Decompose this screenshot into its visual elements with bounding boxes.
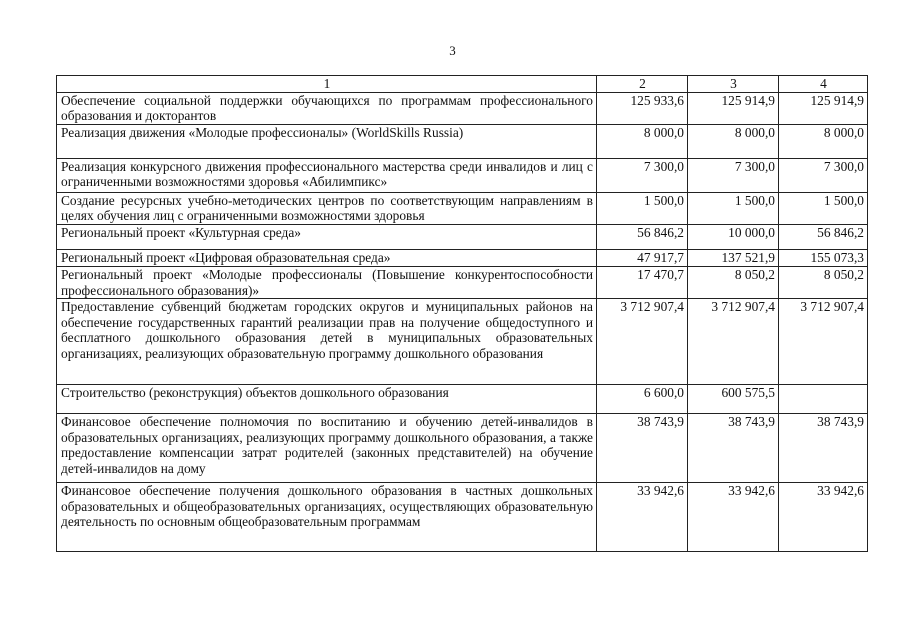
row-value-col4: 3 712 907,4 — [779, 299, 868, 385]
row-value-col3: 38 743,9 — [688, 414, 779, 483]
row-value-col3: 10 000,0 — [688, 224, 779, 249]
table-row — [57, 266, 868, 298]
table-row — [57, 385, 868, 414]
page-number: 3 — [449, 43, 456, 58]
row-value-col4: 125 914,9 — [779, 92, 868, 124]
row-name-cell: Финансовое обеспечение получения дошкольного образования в частных дошкольных образовательных и общеобразовательных организациях, осуществляющих образовательную деятельность по основным общеобразовательным программам — [57, 483, 597, 552]
budget-table — [56, 75, 868, 552]
row-name-cell: Реализация конкурсного движения профессионального мастерства среди инвалидов и лиц с ограниченными возможностями здоровья «Абилимпикс» — [57, 158, 597, 192]
row-name-cell: Обеспечение социальной поддержки обучающихся по программам профессионального образования и докторантов — [57, 92, 597, 124]
row-value-col2: 6 600,0 — [597, 385, 688, 414]
row-value-col3: 8 000,0 — [688, 124, 779, 158]
table-row — [57, 483, 868, 552]
row-name-cell: Создание ресурсных учебно-методических центров по соответствующим направлениям в целях обучения лиц с ограниченными возможностями здоровья — [57, 192, 597, 224]
header-row — [57, 76, 868, 93]
row-value-col3: 137 521,9 — [688, 249, 779, 266]
table-row — [57, 224, 868, 249]
table-row — [57, 158, 868, 192]
column-header-4: 4 — [779, 76, 868, 93]
row-value-col4: 7 300,0 — [779, 158, 868, 192]
row-value-col2: 125 933,6 — [597, 92, 688, 124]
table-row — [57, 192, 868, 224]
row-value-col4: 56 846,2 — [779, 224, 868, 249]
row-value-col3: 1 500,0 — [688, 192, 779, 224]
row-value-col2: 17 470,7 — [597, 266, 688, 298]
row-value-col2: 8 000,0 — [597, 124, 688, 158]
row-value-col2: 33 942,6 — [597, 483, 688, 552]
column-header-1: 1 — [57, 76, 597, 93]
row-name-cell: Реализация движения «Молодые профессионалы» (WorldSkills Russia) — [57, 124, 597, 158]
row-value-col3: 33 942,6 — [688, 483, 779, 552]
row-value-col3: 3 712 907,4 — [688, 299, 779, 385]
table-row — [57, 414, 868, 483]
table-row — [57, 249, 868, 266]
row-value-col4: 33 942,6 — [779, 483, 868, 552]
row-value-col2: 38 743,9 — [597, 414, 688, 483]
row-value-col4 — [779, 385, 868, 414]
row-value-col4: 8 000,0 — [779, 124, 868, 158]
row-name-cell: Предоставление субвенций бюджетам городских округов и муниципальных районов на обеспечение государственных гарантий реализации прав на получение общедоступного и бесплатного дошкольного образования детей в муниципальных образовательных организациях, реализующих образовательную программу дошкольного образования — [57, 299, 597, 385]
row-name-cell: Строительство (реконструкция) объектов дошкольного образования — [57, 385, 597, 414]
row-name-cell: Региональный проект «Молодые профессионалы (Повышение конкурентоспособности профессионального образования)» — [57, 266, 597, 298]
row-value-col3: 600 575,5 — [688, 385, 779, 414]
column-header-3: 3 — [688, 76, 779, 93]
row-value-col2: 7 300,0 — [597, 158, 688, 192]
row-value-col4: 8 050,2 — [779, 266, 868, 298]
row-name-cell: Финансовое обеспечение полномочия по воспитанию и обучению детей-инвалидов в образовательных организациях, реализующих программу дошкольного образования, а также предоставление компенсации затрат родителей (законных представителей) на обучение детей-инвалидов на дому — [57, 414, 597, 483]
row-value-col2: 47 917,7 — [597, 249, 688, 266]
row-name-cell: Региональный проект «Цифровая образовательная среда» — [57, 249, 597, 266]
row-value-col3: 125 914,9 — [688, 92, 779, 124]
row-name-cell: Региональный проект «Культурная среда» — [57, 224, 597, 249]
row-value-col2: 3 712 907,4 — [597, 299, 688, 385]
row-value-col4: 155 073,3 — [779, 249, 868, 266]
table-row — [57, 299, 868, 385]
row-value-col3: 7 300,0 — [688, 158, 779, 192]
row-value-col2: 1 500,0 — [597, 192, 688, 224]
row-value-col4: 38 743,9 — [779, 414, 868, 483]
row-value-col3: 8 050,2 — [688, 266, 779, 298]
column-header-2: 2 — [597, 76, 688, 93]
table-row — [57, 92, 868, 124]
row-value-col2: 56 846,2 — [597, 224, 688, 249]
table-row — [57, 124, 868, 158]
row-value-col4: 1 500,0 — [779, 192, 868, 224]
